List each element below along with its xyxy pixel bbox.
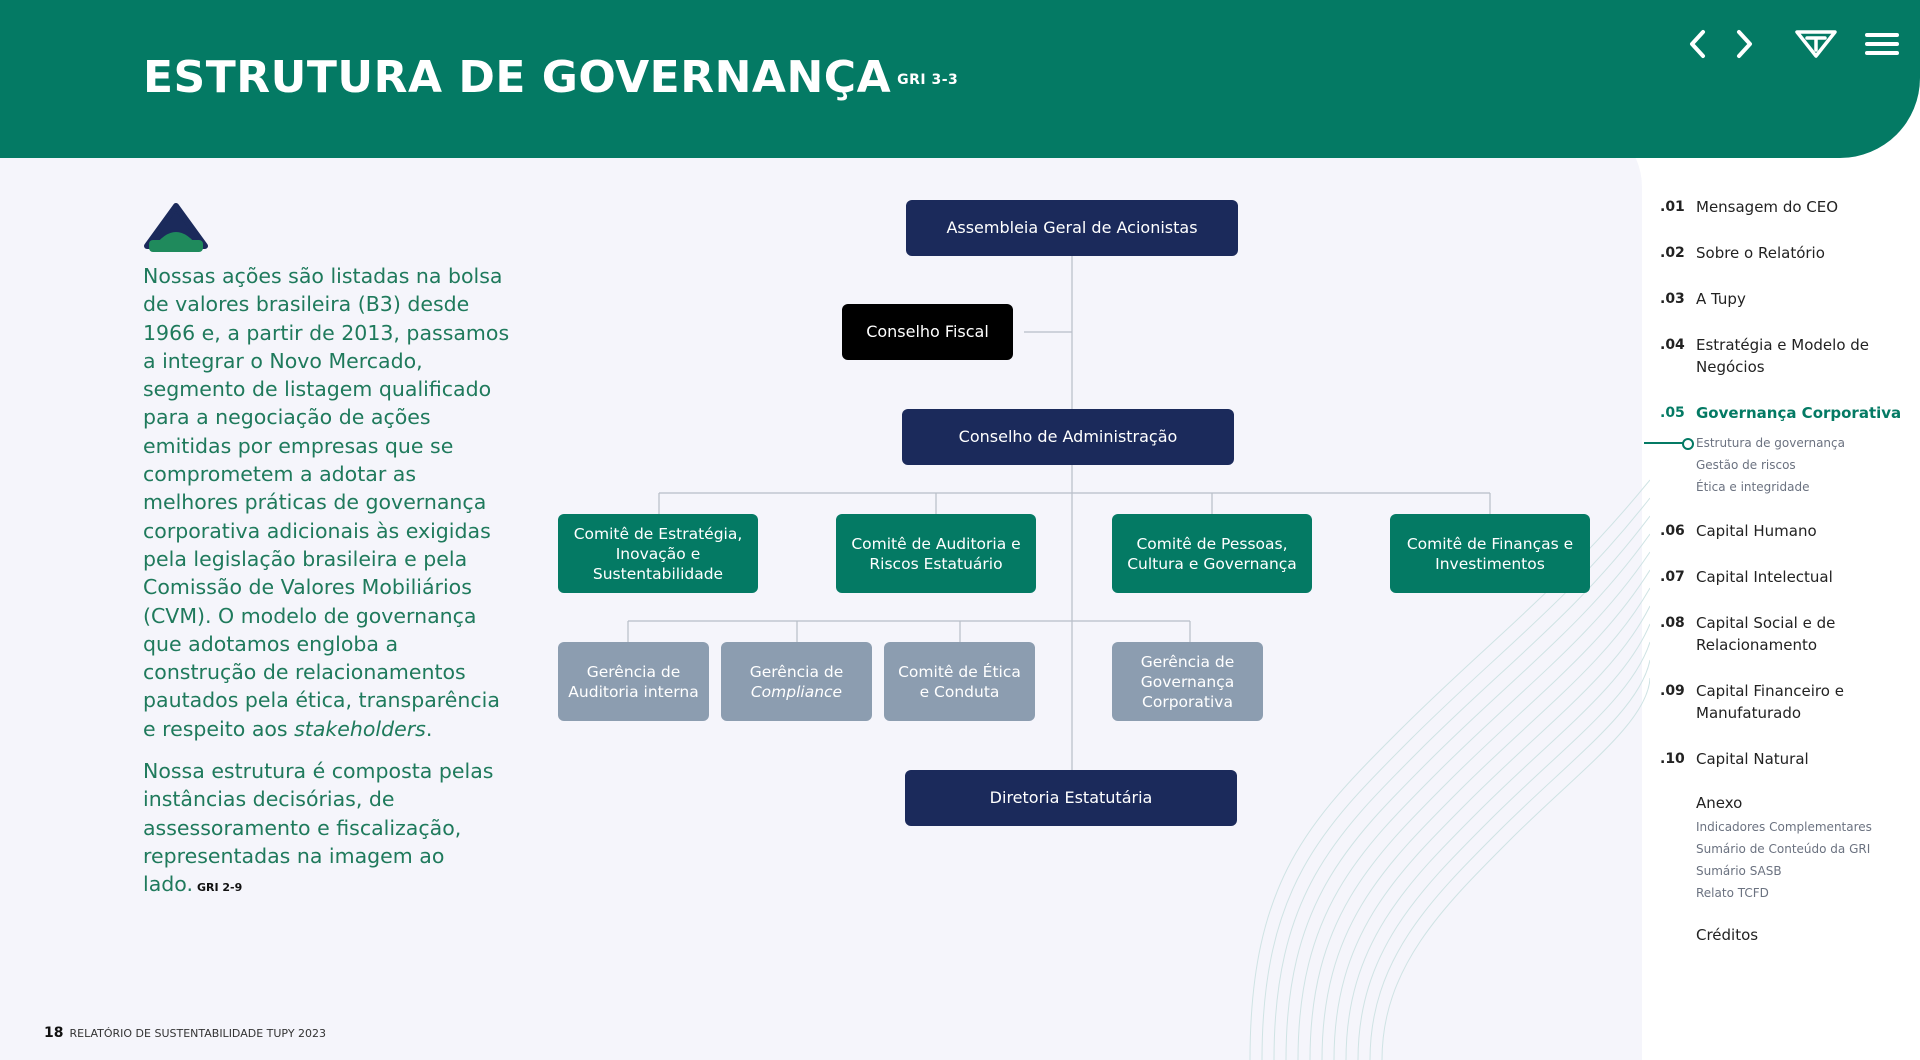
sidebar-subitem-etica[interactable]: Ética e integridade (1696, 480, 1810, 494)
org-box-comite-financas[interactable]: Comitê de Finanças e Investimentos (1390, 514, 1590, 593)
sidebar-annex-tcfd[interactable]: Relato TCFD (1696, 886, 1769, 900)
intro-paragraph-2: Nossa estrutura é composta pelas instâncias decisórias, de assessoramento e fiscalização, representadas na imagem ao lado. GRI 2-9 (143, 759, 494, 897)
org-box-assembleia[interactable]: Assembleia Geral de Acionistas (906, 200, 1238, 256)
page-title: ESTRUTURA DE GOVERNANÇA GRI 3-3 (143, 52, 959, 103)
header-nav (1678, 24, 1902, 64)
intro-paragraph-1: Nossas ações são listadas na bolsa de valores brasileira (B3) desde 1966 e, a partir de 2013, passamos a integrar o Novo Mercado, segmento de listagem qualificado para a negociação de ações emitidas por empresas que se comprometem a adotar as melhores práticas de governança corporativa adicionais às exigidas pela legislação brasileira e pela Comissão de Valores Mobiliários (CVM). O modelo de governança que adotamos engloba a construção de relacionamentos pautados pela ética, transparência e respeito aos stakeholders. (143, 264, 510, 741)
org-box-conselho-administracao[interactable]: Conselho de Administração (902, 409, 1234, 465)
sidebar-annex-list (1696, 816, 1920, 904)
sidebar-annex-indicadores[interactable]: Indicadores Complementares (1696, 820, 1872, 834)
org-box-gerencia-compliance[interactable]: Gerência de Compliance (721, 642, 872, 721)
title-gri-ref: GRI 3-3 (897, 72, 959, 88)
org-box-gerencia-governanca[interactable]: Gerência de Governança Corporativa (1112, 642, 1263, 721)
menu-icon[interactable] (1862, 24, 1902, 64)
gri-ref: GRI 2-9 (196, 881, 243, 895)
page-footer (44, 1025, 326, 1041)
sidebar-annex-sasb[interactable]: Sumário SASB (1696, 864, 1782, 878)
sidebar-credits[interactable]: Créditos (1696, 926, 1759, 944)
sidebar-item-08[interactable]: .08 Capital Social e de Relacionamento (1660, 614, 1836, 654)
page-number: 18 (44, 1025, 64, 1041)
org-box-gerencia-auditoria[interactable]: Gerência de Auditoria interna (558, 642, 709, 721)
org-box-conselho-fiscal[interactable]: Conselho Fiscal (842, 304, 1013, 360)
sidebar-annex-gri[interactable]: Sumário de Conteúdo da GRI (1696, 842, 1871, 856)
sidebar-item-09[interactable]: .09 Capital Financeiro e Manufaturado (1660, 682, 1844, 722)
sidebar-item-02[interactable]: .02 Sobre o Relatório (1660, 244, 1825, 262)
chevron-right-icon[interactable] (1724, 24, 1764, 64)
sidebar-item-05[interactable]: .05 Governança Corporativa (1660, 404, 1902, 422)
sidebar-item-01[interactable]: .01 Mensagem do CEO (1660, 198, 1839, 216)
sidebar-annex-title[interactable]: Anexo (1696, 794, 1743, 812)
sidebar-nav (1660, 196, 1920, 944)
sidebar-item-10[interactable]: .10 Capital Natural (1660, 750, 1809, 768)
report-title: RELATÓRIO DE SUSTENTABILIDADE TUPY 2023 (69, 1027, 327, 1040)
org-box-comite-pessoas[interactable]: Comitê de Pessoas, Cultura e Governança (1112, 514, 1312, 593)
chevron-left-icon[interactable] (1678, 24, 1718, 64)
sidebar-item-04[interactable]: .04 Estratégia e Modelo de Negócios (1660, 336, 1870, 376)
sidebar-subitem-estrutura[interactable]: Estrutura de governança (1696, 432, 1920, 454)
tupy-logo-icon[interactable] (1792, 24, 1840, 64)
sidebar-item-03[interactable]: .03 A Tupy (1660, 290, 1746, 308)
org-box-comite-auditoria[interactable]: Comitê de Auditoria e Riscos Estatuário (836, 514, 1036, 593)
org-box-comite-estrategia[interactable]: Comitê de Estratégia, Inovação e Sustentabilidade (558, 514, 758, 593)
sidebar-item-07[interactable]: .07 Capital Intelectual (1660, 568, 1833, 586)
sidebar-item-06[interactable]: .06 Capital Humano (1660, 522, 1817, 540)
org-box-comite-etica[interactable]: Comitê de Ética e Conduta (884, 642, 1035, 721)
org-box-diretoria[interactable]: Diretoria Estatutária (905, 770, 1237, 826)
sidebar-subitem-riscos[interactable]: Gestão de riscos (1696, 458, 1796, 472)
sidebar-subnav-05 (1696, 432, 1920, 498)
